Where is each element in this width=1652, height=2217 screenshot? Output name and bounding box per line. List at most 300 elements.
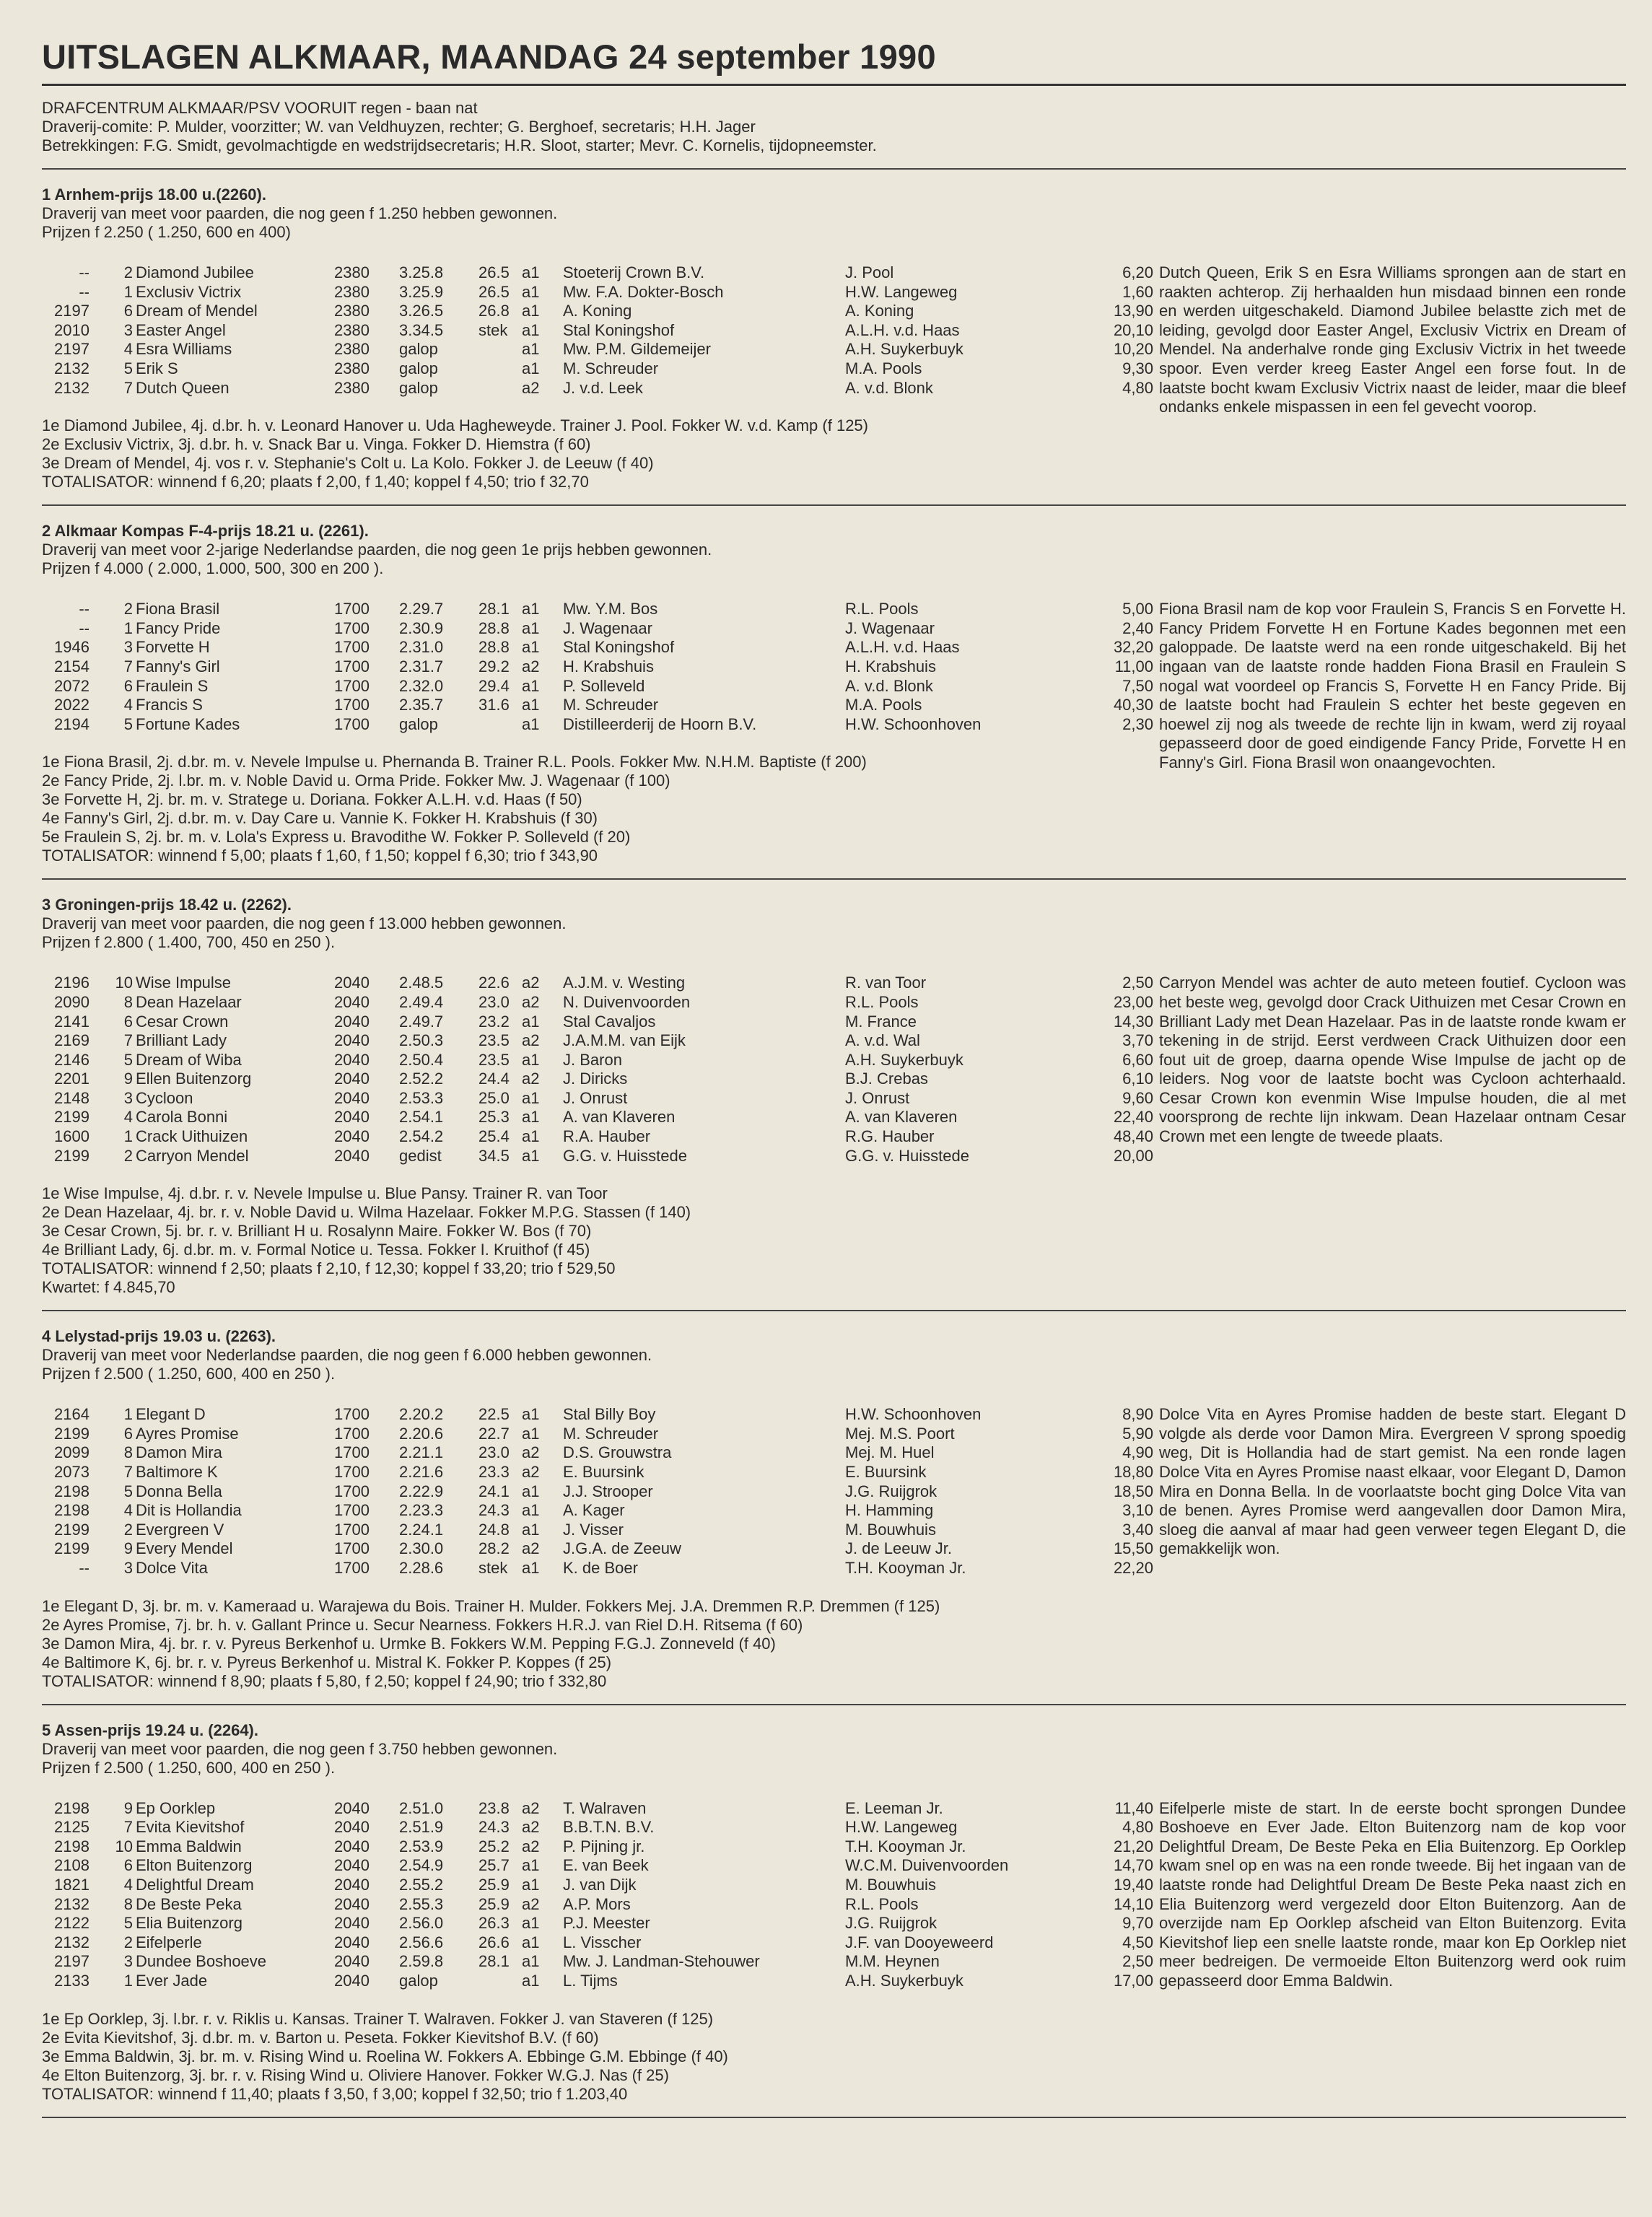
entry-time: 2.22.9 [399, 1482, 444, 1500]
entry-time: 2.54.2 [399, 1127, 444, 1146]
entry-name: Carola Bonni [136, 1108, 228, 1127]
entry-name: Easter Angel [136, 320, 226, 339]
entry-owner: Stal Koningshof [563, 320, 675, 339]
result-line: Kwartet: f 4.845,70 [42, 1278, 175, 1297]
entry-form: -- [79, 263, 89, 281]
entry-row [42, 696, 1153, 715]
entry-time: galop [399, 340, 438, 359]
entry-driver: H.W. Langeweg [845, 1818, 958, 1837]
entry-row [42, 378, 1153, 398]
entry-owner: D.S. Grouwstra [563, 1443, 672, 1462]
entry-odds: 13,90 [1113, 302, 1153, 320]
entry-form: -- [79, 1559, 89, 1577]
entry-cls: a2 [522, 1798, 540, 1817]
entry-owner: Distilleerderij de Hoorn B.V. [563, 714, 757, 733]
entry-owner: B.B.T.N. B.V. [563, 1818, 655, 1837]
entry-row [42, 1875, 1153, 1895]
entry-row [42, 1894, 1153, 1915]
entry-row [42, 1818, 1153, 1837]
entry-num: 2 [123, 1933, 133, 1951]
race-conditions: Draverij van meet voor paarden, die nog geen f 13.000 hebben gewonnen. [42, 914, 567, 933]
entry-odds: 14,30 [1113, 1012, 1153, 1031]
entry-table [42, 263, 1153, 398]
entry-owner: L. Visscher [563, 1933, 642, 1951]
entry-row [42, 1501, 1153, 1521]
entry-row [42, 714, 1153, 735]
section-rule [42, 878, 1626, 880]
entry-driver: H.W. Schoonhoven [845, 714, 982, 733]
entry-form: 2072 [54, 676, 89, 695]
race-comment: Dolce Vita en Ayres Promise hadden de beste start. Elegant D volgde als derde voor Damon Mira. Evergreen V sprong spoedig weg, Dit is Hollandia had de start gemist. Na een ronde lagen Dolce Vita en Ayres Promise naast elkaar, voor Elegant D, Damon Mira en Donna Bella. In de voorlaatste bocht ging Dolce Vita van de benen. Ayres Promise werd aangevallen door Damon Mira, sloeg die aanval af maar had geen verweer tegen Elegant D, die gemakkelijk won. [1159, 1405, 1626, 1558]
entry-cls: a1 [522, 1952, 540, 1971]
race-prizes: Prijzen f 2.800 ( 1.400, 700, 450 en 250 ). [42, 933, 336, 952]
entry-num: 4 [123, 1501, 133, 1520]
entry-name: Erik S [136, 359, 178, 377]
entry-cls: a1 [522, 302, 540, 320]
entry-owner: A.J.M. v. Westing [563, 974, 686, 992]
entry-dist: 1700 [334, 600, 370, 618]
entry-dist: 2040 [334, 1050, 370, 1069]
entry-cls: a1 [522, 1088, 540, 1107]
entry-driver: J.G. Ruijgrok [845, 1482, 938, 1500]
entry-time: 2.54.9 [399, 1856, 444, 1875]
entry-row [42, 263, 1153, 283]
entry-odds: 1,60 [1122, 282, 1153, 301]
entry-name: Elton Buitenzorg [136, 1856, 253, 1875]
entry-num: 1 [123, 1127, 133, 1146]
entry-time: 2.56.6 [399, 1933, 444, 1951]
entry-odds: 5,00 [1122, 600, 1153, 618]
entry-time: 3.26.5 [399, 302, 444, 320]
entry-driver: E. Buursink [845, 1463, 927, 1482]
race-results [42, 1184, 1626, 1297]
entry-cls: a1 [522, 1012, 540, 1031]
entry-driver: A. v.d. Blonk [845, 378, 933, 397]
entry-odds: 6,60 [1122, 1050, 1153, 1069]
entry-num: 2 [123, 263, 133, 281]
entry-driver: H.W. Schoonhoven [845, 1405, 982, 1424]
entry-km: 23.0 [478, 1443, 510, 1462]
result-line: 2e Fancy Pride, 2j. l.br. m. v. Noble David u. Orma Pride. Fokker Mw. J. Wagenaar (f 100) [42, 771, 670, 790]
entry-cls: a2 [522, 992, 540, 1011]
entry-time: 2.56.0 [399, 1914, 444, 1933]
entry-km: 29.2 [478, 657, 510, 675]
result-line: 3e Cesar Crown, 5j. br. r. v. Brilliant H u. Rosalynn Maire. Fokker W. Bos (f 70) [42, 1222, 592, 1241]
entry-num: 3 [123, 1088, 133, 1107]
entry-form: 1946 [54, 638, 89, 657]
entry-driver: A.H. Suykerbuyk [845, 340, 963, 359]
meeting-committee: Draverij-comite: P. Mulder, voorzitter; W. van Veldhuyzen, rechter; G. Berghoef, secretaris; H.H. Jager [42, 118, 756, 136]
entry-num: 2 [123, 1520, 133, 1539]
entry-row [42, 657, 1153, 677]
entry-form: 2198 [54, 1798, 89, 1817]
entry-cls: a2 [522, 1837, 540, 1855]
entry-name: Brilliant Lady [136, 1031, 227, 1050]
entry-form: 2090 [54, 992, 89, 1011]
entry-driver: A. v.d. Blonk [845, 676, 933, 695]
entry-cls: a1 [522, 1482, 540, 1500]
entry-odds: 22,40 [1113, 1108, 1153, 1127]
result-line: 4e Baltimore K, 6j. br. r. v. Pyreus Berkenhof u. Mistral K. Fokker P. Koppes (f 25) [42, 1653, 612, 1671]
entry-dist: 2380 [334, 320, 370, 339]
result-line: 1e Wise Impulse, 4j. d.br. r. v. Nevele Impulse u. Blue Pansy. Trainer R. van Toor [42, 1184, 608, 1203]
entry-name: Baltimore K [136, 1463, 218, 1482]
entry-dist: 2040 [334, 1012, 370, 1031]
entry-km: 25.4 [478, 1127, 510, 1146]
entry-km: 24.3 [478, 1818, 510, 1837]
entry-cls: a2 [522, 1031, 540, 1050]
entry-odds: 40,30 [1113, 696, 1153, 714]
entry-odds: 21,20 [1113, 1837, 1153, 1855]
entry-odds: 23,00 [1113, 992, 1153, 1011]
entry-odds: 4,80 [1122, 378, 1153, 397]
entry-table [42, 1798, 1153, 1991]
entry-driver: Mej. M.S. Poort [845, 1424, 955, 1443]
entry-time: gedist [399, 1146, 442, 1165]
entry-num: 5 [123, 1482, 133, 1500]
entry-driver: A. v.d. Wal [845, 1031, 920, 1050]
entry-driver: A. van Klaveren [845, 1108, 958, 1127]
race-results [42, 416, 1626, 491]
result-line: 4e Elton Buitenzorg, 3j. br. r. v. Rising Wind u. Oliviere Hanover. Fokker W.G.J. Nas (f 25) [42, 2065, 669, 2084]
entry-driver: H.W. Langeweg [845, 282, 958, 301]
entry-row [42, 1559, 1153, 1578]
entry-row [42, 1146, 1153, 1166]
entry-driver: H. Krabshuis [845, 657, 936, 675]
entry-odds: 11,40 [1114, 1798, 1153, 1817]
entry-form: 2073 [54, 1463, 89, 1482]
entry-owner: E. Buursink [563, 1463, 644, 1482]
result-line: 1e Elegant D, 3j. br. m. v. Kameraad u. Warajewa du Bois. Trainer H. Mulder. Fokkers Mej. J.A. Dremmen R.P. Dremmen (f 125) [42, 1596, 940, 1615]
entry-num: 6 [123, 676, 133, 695]
entry-dist: 2040 [334, 1088, 370, 1107]
entry-form: 2198 [54, 1501, 89, 1520]
entry-num: 1 [123, 282, 133, 301]
entry-table [42, 974, 1153, 1166]
entry-num: 2 [123, 600, 133, 618]
entry-cls: a2 [522, 1894, 540, 1913]
entry-km: 22.7 [478, 1424, 510, 1443]
entry-owner: A. Kager [563, 1501, 625, 1520]
entry-time: 2.20.2 [399, 1405, 444, 1424]
entry-row [42, 1031, 1153, 1051]
entry-owner: M. Schreuder [563, 696, 659, 714]
entry-row [42, 1443, 1153, 1463]
entry-driver: A.H. Suykerbuyk [845, 1050, 963, 1069]
entry-cls: a2 [522, 1070, 540, 1088]
entry-dist: 2040 [334, 1031, 370, 1050]
result-line: 1e Ep Oorklep, 3j. l.br. r. v. Riklis u. Kansas. Trainer T. Walraven. Fokker J. van Staveren (f 125) [42, 2009, 714, 2028]
meeting-officials: Betrekkingen: F.G. Smidt, gevolmachtigde en wedstrijdsecretaris; H.R. Sloot, starter; Mevr. C. Kornelis, tijdopneemster. [42, 136, 877, 154]
entry-num: 1 [123, 618, 133, 637]
entry-owner: Stal Billy Boy [563, 1405, 656, 1424]
entry-name: Donna Bella [136, 1482, 222, 1500]
result-line: TOTALISATOR: winnend f 2,50; plaats f 2,10, f 12,30; koppel f 33,20; trio f 529,50 [42, 1259, 616, 1278]
entry-form: 2108 [54, 1856, 89, 1875]
entry-driver: G.G. v. Huisstede [845, 1146, 969, 1165]
race-body [42, 1405, 1626, 1578]
entry-time: galop [399, 714, 438, 733]
entry-time: galop [399, 1971, 438, 1990]
race-prizes: Prijzen f 2.500 ( 1.250, 600, 400 en 250 ). [42, 1758, 336, 1777]
entry-name: Ep Oorklep [136, 1798, 216, 1817]
section-rule [42, 1310, 1626, 1311]
entry-row [42, 1070, 1153, 1089]
entry-time: galop [399, 359, 438, 377]
entry-time: galop [399, 378, 438, 397]
entry-odds: 9,30 [1122, 359, 1153, 377]
result-line: 1e Fiona Brasil, 2j. d.br. m. v. Nevele Impulse u. Phernanda B. Trainer R.L. Pools. Fokker Mw. N.H.M. Baptiste (f 200) [42, 753, 867, 771]
entry-num: 10 [115, 974, 133, 992]
entry-form: 2132 [54, 378, 89, 397]
entry-row [42, 302, 1153, 321]
entry-name: Diamond Jubilee [136, 263, 254, 281]
entry-time: 2.51.9 [399, 1818, 444, 1837]
race-section [42, 168, 1626, 491]
entry-owner: Mw. J. Landman-Stehouwer [563, 1952, 760, 1971]
entry-km: 29.4 [478, 676, 510, 695]
entry-name: Fanny's Girl [136, 657, 220, 675]
entry-cls: a1 [522, 600, 540, 618]
entry-name: Esra Williams [136, 340, 232, 359]
entry-odds: 22,20 [1113, 1559, 1153, 1577]
entry-row [42, 1971, 1153, 1991]
race-body [42, 263, 1626, 416]
entry-cls: a1 [522, 638, 540, 657]
entry-num: 3 [123, 1559, 133, 1577]
entry-odds: 2,40 [1122, 618, 1153, 637]
entry-num: 6 [123, 1424, 133, 1443]
entry-km: 23.5 [478, 1031, 510, 1050]
entry-dist: 1700 [334, 1482, 370, 1500]
race-comment: Eifelperle miste de start. In de eerste bocht sprongen Dundee Boshoeve en Ever Jade. Elton Buitenzorg nam de kop voor Delightful Dream, De Beste Peka en Elia Buitenzorg. Ep Oorklep kwam snel op en was na een ronde tweede. Bij het ingaan van de laatste ronde had Delightful Dream De Beste Peka naast zich en Elia Buitenzorg werd vergezeld door Elton Buitenzorg. Aan de overzijde nam Ep Oorklep afscheid van Elton Buitenzorg. Evita Kievitshof liep een snelle laatste ronde, maar kon Ep Oorklep niet meer bedreigen. De vermoeide Elton Buitenzorg werd ook ruim gepasseerd door Emma Baldwin. [1159, 1798, 1626, 1990]
entry-owner: G.G. v. Huisstede [563, 1146, 687, 1165]
entry-owner: L. Tijms [563, 1971, 618, 1990]
entry-dist: 2040 [334, 1875, 370, 1894]
entry-odds: 20,00 [1113, 1146, 1153, 1165]
race-results [42, 1597, 1626, 1691]
entry-row [42, 992, 1153, 1013]
entry-name: Dolce Vita [136, 1559, 208, 1577]
entry-km: 25.7 [478, 1856, 510, 1875]
entry-form: -- [79, 282, 89, 301]
entry-time: 2.49.7 [399, 1012, 444, 1031]
entry-num: 5 [123, 1914, 133, 1933]
entry-row [42, 618, 1153, 639]
entry-time: 2.30.0 [399, 1539, 444, 1558]
entry-form: 2197 [54, 1952, 89, 1971]
entry-num: 4 [123, 1108, 133, 1127]
entry-name: Fancy Pride [136, 618, 221, 637]
entry-km: stek [478, 320, 508, 339]
race-body [42, 1799, 1626, 1991]
entry-dist: 1700 [334, 1520, 370, 1539]
entry-driver: R.L. Pools [845, 992, 919, 1011]
entry-form: 1600 [54, 1127, 89, 1146]
entry-cls: a1 [522, 282, 540, 301]
result-line: 2e Dean Hazelaar, 4j. br. r. v. Noble David u. Wilma Hazelaar. Fokker M.P.G. Stassen (f 140) [42, 1203, 691, 1222]
race-heading: 1 Arnhem-prijs 18.00 u.(2260). [42, 185, 266, 204]
entry-driver: B.J. Crebas [845, 1070, 928, 1088]
section-rule [42, 504, 1626, 506]
entry-odds: 15,50 [1113, 1539, 1153, 1558]
entry-owner: A. Koning [563, 302, 632, 320]
entry-num: 2 [123, 1146, 133, 1165]
entry-odds: 4,90 [1122, 1443, 1153, 1462]
entry-owner: Mw. P.M. Gildemeijer [563, 340, 711, 359]
entry-owner: P. Solleveld [563, 676, 645, 695]
entry-dist: 1700 [334, 714, 370, 733]
entry-owner: J.J. Strooper [563, 1482, 653, 1500]
result-line: TOTALISATOR: winnend f 5,00; plaats f 1,60, f 1,50; koppel f 6,30; trio f 343,90 [42, 847, 598, 865]
entry-dist: 2380 [334, 302, 370, 320]
race-list [42, 168, 1626, 2118]
entry-km: 26.3 [478, 1914, 510, 1933]
entry-odds: 8,90 [1122, 1405, 1153, 1424]
entry-dist: 2040 [334, 1894, 370, 1913]
entry-odds: 6,20 [1122, 263, 1153, 281]
entry-name: Dream of Wiba [136, 1050, 242, 1069]
entry-odds: 14,70 [1113, 1856, 1153, 1875]
entry-num: 1 [123, 1405, 133, 1424]
entry-time: 2.20.6 [399, 1424, 444, 1443]
entry-form: 1821 [54, 1875, 89, 1894]
entry-dist: 2040 [334, 1971, 370, 1990]
entry-owner: Stal Koningshof [563, 638, 675, 657]
entry-num: 3 [123, 320, 133, 339]
result-line: 4e Fanny's Girl, 2j. d.br. m. v. Day Care u. Vannie K. Fokker H. Krabshuis (f 30) [42, 809, 598, 828]
entry-dist: 1700 [334, 1539, 370, 1558]
entry-km: 25.9 [478, 1875, 510, 1894]
entry-driver: J. de Leeuw Jr. [845, 1539, 952, 1558]
entry-num: 10 [115, 1837, 133, 1855]
entry-time: 2.53.9 [399, 1837, 444, 1855]
entry-time: 2.31.7 [399, 657, 444, 675]
race-heading: 2 Alkmaar Kompas F-4-prijs 18.21 u. (2261). [42, 522, 369, 541]
entry-row [42, 1405, 1153, 1425]
entry-cls: a1 [522, 1146, 540, 1165]
entry-cls: a1 [522, 1501, 540, 1520]
entry-cls: a1 [522, 1914, 540, 1933]
entry-dist: 2380 [334, 263, 370, 281]
entry-dist: 1700 [334, 618, 370, 637]
entry-odds: 7,50 [1122, 676, 1153, 695]
entry-form: 2099 [54, 1443, 89, 1462]
entry-name: Dean Hazelaar [136, 992, 242, 1011]
entry-dist: 1700 [334, 638, 370, 657]
entry-km: 24.3 [478, 1501, 510, 1520]
entry-num: 4 [123, 1875, 133, 1894]
entry-driver: Mej. M. Huel [845, 1443, 935, 1462]
entry-owner: N. Duivenvoorden [563, 992, 691, 1011]
entry-owner: H. Krabshuis [563, 657, 654, 675]
entry-num: 5 [123, 714, 133, 733]
entry-time: 2.54.1 [399, 1108, 444, 1127]
entry-km: 23.3 [478, 1463, 510, 1482]
result-line: 2e Ayres Promise, 7j. br. h. v. Gallant Prince u. Secur Nearness. Fokkers H.R.J. van Riel D.H. Ritsema (f 60) [42, 1615, 803, 1634]
entry-num: 7 [123, 378, 133, 397]
entry-owner: M. Schreuder [563, 1424, 659, 1443]
entry-form: 2197 [54, 302, 89, 320]
entry-driver: M.A. Pools [845, 359, 922, 377]
entry-row [42, 1933, 1153, 1953]
entry-km: 23.5 [478, 1050, 510, 1069]
entry-km: 26.8 [478, 302, 510, 320]
entry-dist: 1700 [334, 676, 370, 695]
entry-num: 5 [123, 1050, 133, 1069]
entry-driver: E. Leeman Jr. [845, 1798, 943, 1817]
entry-form: 2199 [54, 1539, 89, 1558]
entry-num: 3 [123, 1952, 133, 1971]
entry-row [42, 359, 1153, 379]
entry-name: Fraulein S [136, 676, 209, 695]
entry-form: 2199 [54, 1424, 89, 1443]
entry-name: Exclusiv Victrix [136, 282, 242, 301]
entry-dist: 2040 [334, 1933, 370, 1951]
entry-num: 5 [123, 359, 133, 377]
entry-km: 24.4 [478, 1070, 510, 1088]
entry-dist: 1700 [334, 1501, 370, 1520]
entry-driver: T.H. Kooyman Jr. [845, 1837, 966, 1855]
entry-row [42, 1050, 1153, 1070]
entry-owner: P. Pijning jr. [563, 1837, 645, 1855]
entry-row [42, 1127, 1153, 1147]
entry-owner: A. van Klaveren [563, 1108, 676, 1127]
result-line: 3e Dream of Mendel, 4j. vos r. v. Stephanie's Colt u. La Kolo. Fokker J. de Leeuw (f 40) [42, 454, 654, 473]
entry-km: 26.5 [478, 282, 510, 301]
result-line: 5e Fraulein S, 2j. br. m. v. Lola's Express u. Bravodithe W. Fokker P. Solleveld (f 20) [42, 828, 631, 847]
entry-dist: 2040 [334, 1856, 370, 1875]
entry-name: Dundee Boshoeve [136, 1952, 267, 1971]
page-title: UITSLAGEN ALKMAAR, MAANDAG 24 september 1990 [42, 38, 936, 76]
entry-driver: M. France [845, 1012, 917, 1031]
meeting-info [42, 99, 1626, 155]
entry-row [42, 1424, 1153, 1444]
entry-time: 3.25.8 [399, 263, 444, 281]
entry-num: 6 [123, 302, 133, 320]
entry-cls: a1 [522, 340, 540, 359]
entry-driver: J. Pool [845, 263, 894, 281]
entry-form: 2199 [54, 1146, 89, 1165]
entry-form: 2141 [54, 1012, 89, 1031]
entry-owner: P.J. Meester [563, 1914, 650, 1933]
entry-name: Fortune Kades [136, 714, 240, 733]
entry-row [42, 1856, 1153, 1876]
entry-driver: J.F. van Dooyeweerd [845, 1933, 994, 1951]
entry-form: 2199 [54, 1108, 89, 1127]
entry-row [42, 1952, 1153, 1972]
entry-cls: a2 [522, 974, 540, 992]
entry-cls: a2 [522, 1443, 540, 1462]
entry-num: 7 [123, 1031, 133, 1050]
entry-form: 2198 [54, 1482, 89, 1500]
entry-num: 9 [123, 1539, 133, 1558]
race-prizes: Prijzen f 2.500 ( 1.250, 600, 400 en 250 ). [42, 1365, 336, 1383]
entry-num: 9 [123, 1798, 133, 1817]
section-rule [42, 168, 1626, 170]
entry-num: 4 [123, 696, 133, 714]
entry-time: 2.29.7 [399, 600, 444, 618]
entry-odds: 3,40 [1122, 1520, 1153, 1539]
entry-km: 31.6 [478, 696, 510, 714]
result-line: TOTALISATOR: winnend f 8,90; plaats f 5,80, f 2,50; koppel f 24,90; trio f 332,80 [42, 1671, 607, 1690]
entry-row [42, 1108, 1153, 1127]
entry-name: Cycloon [136, 1088, 193, 1107]
entry-dist: 2380 [334, 340, 370, 359]
race-comment: Dutch Queen, Erik S en Esra Williams sprongen aan de start en raakten achterop. Zij herhaalden hun misdaad binnen een ronde en werden uitgeschakeld. Diamond Jubilee belastte zich met de leiding, gevolgd door Easter Angel, Exclusiv Victrix en Dream of Mendel. Na anderhalve ronde ging Exclusiv Victrix in het tweede spoor. Even verder kreeg Easter Angel een forse fout. In de laatste bocht kwam Exclusiv Victrix naast de leider, maar die bleef ondanks enkele mispassen in een fel gevecht voorop. [1159, 263, 1626, 416]
entry-num: 6 [123, 1012, 133, 1031]
entry-form: 2169 [54, 1031, 89, 1050]
